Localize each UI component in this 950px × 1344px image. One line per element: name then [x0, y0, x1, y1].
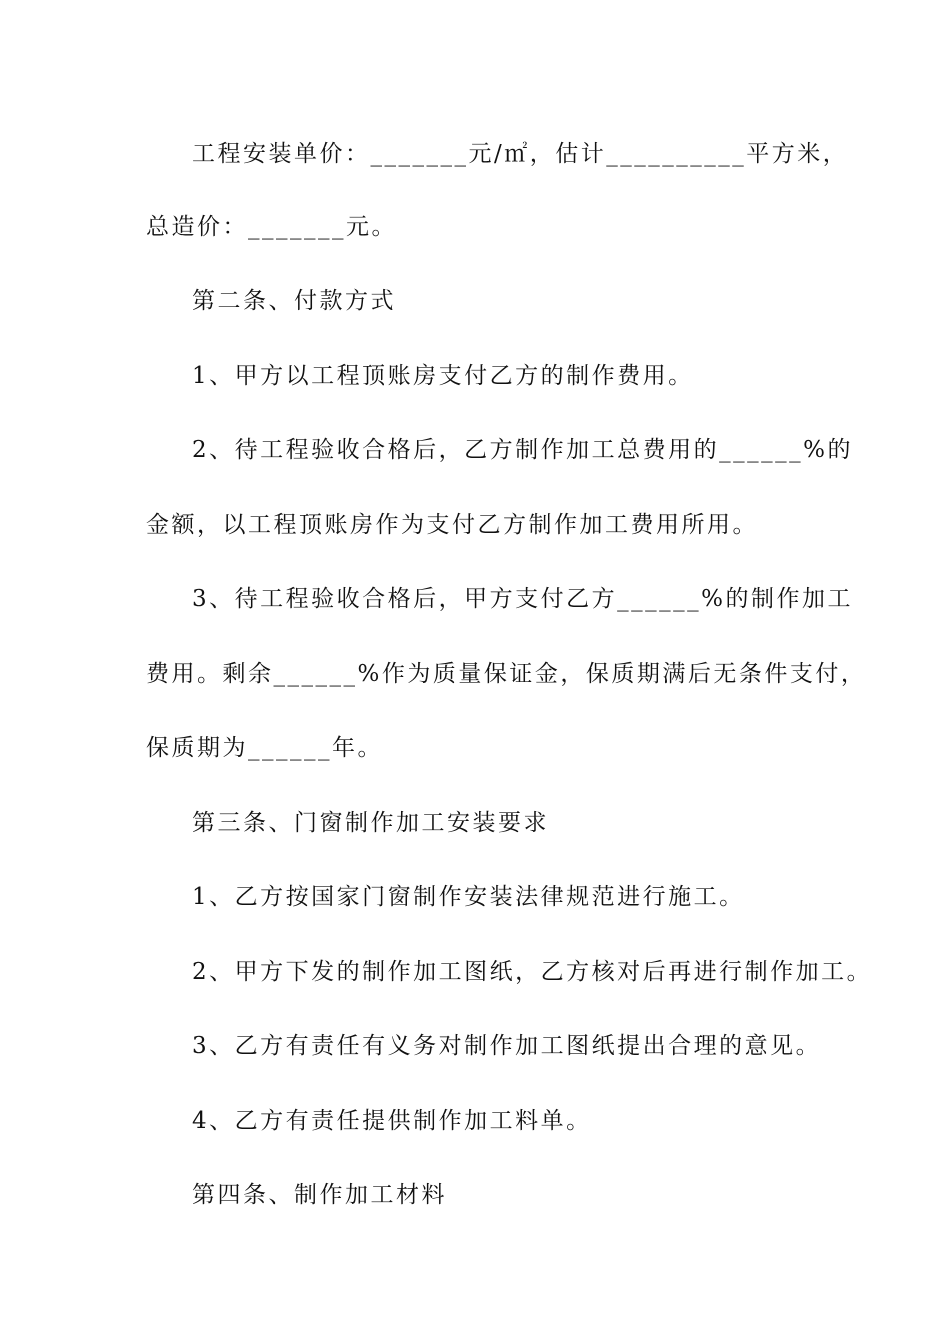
text-line-total-price: 总造价：_______元。 — [146, 214, 397, 240]
text-line-payment-3: 3、待工程验收合格后，甲方支付乙方______%的制作加工 — [192, 586, 853, 612]
text-line-requirement-3: 3、乙方有责任有义务对制作加工图纸提出合理的意见。 — [192, 1033, 822, 1059]
text-line-warranty-period: 保质期为______年。 — [146, 735, 383, 761]
text-line-requirement-1: 1、乙方按国家门窗制作安装法律规范进行施工。 — [192, 884, 745, 910]
text-line-payment-1: 1、甲方以工程顶账房支付乙方的制作费用。 — [192, 363, 694, 389]
section-heading-payment: 第二条、付款方式 — [192, 288, 396, 314]
text-line-requirement-2: 2、甲方下发的制作加工图纸，乙方核对后再进行制作加工。 — [192, 959, 873, 985]
text-line-unit-price: 工程安装单价：_______元/㎡，估计__________平方米， — [192, 141, 849, 167]
text-line-payment-2-cont: 金额，以工程顶账房作为支付乙方制作加工费用所用。 — [146, 512, 758, 538]
section-heading-requirements: 第三条、门窗制作加工安装要求 — [192, 810, 549, 836]
text-line-requirement-4: 4、乙方有责任提供制作加工料单。 — [192, 1108, 592, 1134]
section-heading-materials: 第四条、制作加工材料 — [192, 1182, 447, 1208]
text-line-payment-2: 2、待工程验收合格后，乙方制作加工总费用的______%的 — [192, 437, 853, 463]
text-line-payment-3-cont: 费用。剩余______%作为质量保证金，保质期满后无条件支付， — [146, 661, 867, 687]
